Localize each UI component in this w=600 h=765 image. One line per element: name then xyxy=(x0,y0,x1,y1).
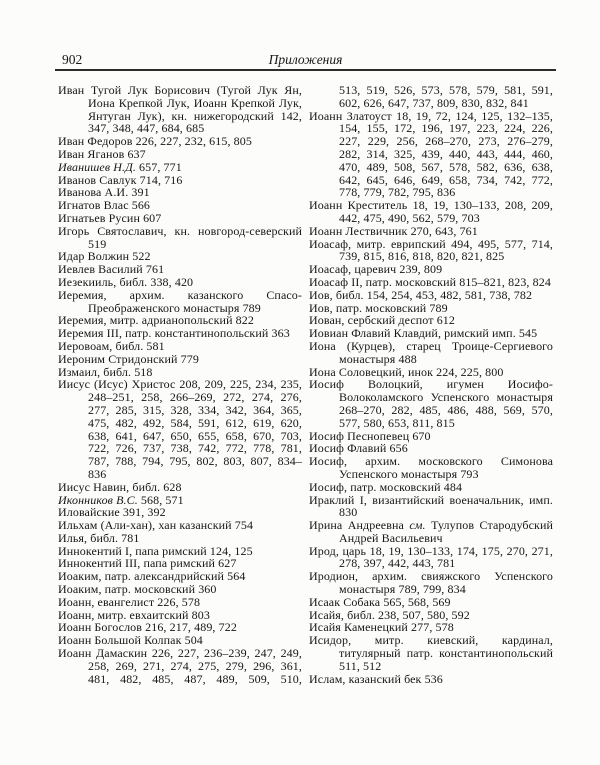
entry-text: Иов, библ. 154, 254, 453, 482, 581, 738, 782 xyxy=(309,287,533,302)
index-entry xyxy=(309,634,553,672)
entry-text: Иовиан Флавий Клавдий, римский имп. 545 xyxy=(309,326,538,341)
entry-text: Ирод, царь 18, 19, 130–133, 174, 175, 270, 271, 278, 397, 442, 443, 781 xyxy=(309,543,553,571)
index-column-left xyxy=(58,84,302,685)
entry-text: Иосиф, архим. московского Симонова Успенского монастыря 793 xyxy=(309,454,553,481)
index-entry xyxy=(58,225,302,251)
header-rule xyxy=(55,69,556,71)
entry-text: Иоасаф II, патр. московский 815–821, 823, 824 xyxy=(309,274,551,289)
entry-text: Иоасаф, митр. еврипский 494, 495, 577, 714, 739, 815, 816, 818, 820, 821, 825 xyxy=(309,236,553,264)
index-entry xyxy=(58,289,302,315)
entry-text: Иванов Савлук 714, 716 xyxy=(58,172,183,187)
index-columns xyxy=(58,84,554,685)
page-number: 902 xyxy=(62,52,83,67)
entry-text: Иеремия, архим. казанского Спасо-Преображенского монастыря 789 xyxy=(58,287,302,315)
entry-text: Исидор, митр. киевский, кардинал, титулярный патр. константинопольский 511, 512 xyxy=(309,633,553,673)
index-entry xyxy=(309,519,553,545)
entry-text: Иван Федоров 226, 227, 232, 615, 805 xyxy=(58,134,252,149)
entry-text: Иоанн Богослов 216, 217, 489, 722 xyxy=(58,620,237,635)
italic-text: Иванишев Н.Д. xyxy=(58,159,136,174)
index-entry xyxy=(309,455,553,481)
index-entry xyxy=(309,673,553,686)
entry-text: Иоанн, митр. евхаитский 803 xyxy=(58,607,210,622)
entry-text: Иоаким, патр. александрийский 564 xyxy=(58,569,246,584)
entry-text: Игнатьев Русин 607 xyxy=(58,210,162,225)
entry-text: Иоасаф, царевич 239, 809 xyxy=(309,262,443,277)
index-entry xyxy=(309,199,553,225)
entry-text: Иован, сербский деспот 612 xyxy=(309,313,455,328)
index-entry xyxy=(309,494,553,520)
italic-text: Иконников В.С. xyxy=(58,492,138,507)
entry-text: Иероним Стридонский 779 xyxy=(58,351,199,366)
entry-text: Иоанн, евангелист 226, 578 xyxy=(58,594,201,609)
entry-text: Илья, библ. 781 xyxy=(58,530,140,545)
index-column-right xyxy=(309,84,553,685)
entry-text: Иосиф, патр. московский 484 xyxy=(309,479,463,494)
entry-text: Иосиф Волоцкий, игумен Иосифо-Волоколамского Успенского монастыря 268–270, 282, 485, 486, 488, 569, 570, 577, 580, 653, 811, 815 xyxy=(309,377,553,430)
entry-text: Ислам, казанский бек 536 xyxy=(309,671,443,686)
entry-text: Тулупов Стародубский Андрей Васильевич xyxy=(339,518,553,545)
entry-text: Идар Волжин 522 xyxy=(58,249,151,264)
entry-text: Иисус Навин, библ. 628 xyxy=(58,479,182,494)
index-entry xyxy=(309,545,553,571)
header-title: Приложения xyxy=(268,52,343,67)
index-entry xyxy=(58,647,302,685)
entry-text: Ильхам (Али-хан), хан казанский 754 xyxy=(58,518,254,533)
entry-text: Игорь Святославич, кн. новгород-северский 519 xyxy=(58,223,302,251)
index-entry xyxy=(309,570,553,596)
entry-text: Исайя, библ. 238, 507, 580, 592 xyxy=(309,607,470,622)
entry-text: Иосиф Флавий 656 xyxy=(309,441,408,456)
entry-text: Иловайские 391, 392 xyxy=(58,505,166,520)
entry-text: Иоанн Дамаскин 226, 227, 236–239, 247, 249, 258, 269, 271, 274, 275, 279, 296, 361, 481, 482, 485, 487, 489, 509, 510, xyxy=(58,646,302,686)
entry-text: Иродион, архим. свияжского Успенского монастыря 789, 799, 834 xyxy=(309,569,553,597)
entry-text: Иоанн Златоуст 18, 19, 72, 124, 125, 132–135, 154, 155, 172, 196, 197, 223, 224, 226, 227, 229, 256, 268–270, 273, 276–279, 282, 314, 325, 439, 440, 443, 444, 460, 470, 489, 508, 567, 578, 582, 636, 638, 642, 645, 646, 649, 658, 734, 742, 772, 778, 779, 782, 795, 836 xyxy=(309,108,553,200)
entry-text: Иеремия III, патр. константинопольский 363 xyxy=(58,326,290,341)
entry-text: Ираклий I, византийский военачальник, имп. 830 xyxy=(309,492,553,520)
entry-text: Иннокентий III, папа римский 627 xyxy=(58,556,237,571)
index-entry xyxy=(309,238,553,264)
index-entry xyxy=(58,84,302,135)
entry-text: Иезекииль, библ. 338, 420 xyxy=(58,274,194,289)
entry-text: Иоаким, патр. московский 360 xyxy=(58,582,217,597)
index-entry xyxy=(309,84,553,110)
entry-text: 657, 771 xyxy=(135,159,182,174)
entry-text: Иоанн Большой Колпак 504 xyxy=(58,633,203,648)
entry-text: 513, 519, 526, 573, 578, 579, 581, 591, 602, 626, 647, 737, 809, 830, 832, 841 xyxy=(339,83,553,110)
index-entry xyxy=(309,340,553,366)
running-head xyxy=(56,51,555,69)
entry-text: Иов, патр. московский 789 xyxy=(309,300,448,315)
index-entry xyxy=(309,378,553,429)
entry-text: Иеровоам, библ. 581 xyxy=(58,338,165,353)
entry-text: Иоанн Лествичник 270, 643, 761 xyxy=(309,223,478,238)
entry-text: Иевлев Василий 761 xyxy=(58,262,165,277)
entry-text: Иеремия, митр. адрианопольский 822 xyxy=(58,313,254,328)
entry-text: Исайя Каменецкий 277, 578 xyxy=(309,620,454,635)
entry-text: Иисус (Исус) Христос 208, 209, 225, 234, 235, 248–251, 258, 266–269, 272, 274, 276, 277, 285, 315, 328, 334, 342, 364, 365, 475, 482, 492, 584, 591, 612, 619, 620, 638, 641, 647, 650, 655, 658, 670, 703, 722, 726, 737, 738, 742, 772, 778, 781, 787, 788, 794, 795, 802, 803, 807, 834–836 xyxy=(58,377,302,481)
entry-text: Иона (Курцев), старец Троице-Сергиевого монастыря 488 xyxy=(309,338,553,366)
entry-text: Иосиф Песнопевец 670 xyxy=(309,428,431,443)
entry-text: Игнатов Влас 566 xyxy=(58,198,151,213)
entry-text: Иннокентий I, папа римский 124, 125 xyxy=(58,543,253,558)
entry-text: Иона Соловецкий, инок 224, 225, 800 xyxy=(309,364,504,379)
italic-text: см. xyxy=(409,518,426,533)
entry-text: Иван Тугой Лук Борисович (Тугой Лук Ян, Иона Крепкой Лук, Иоанн Крепкой Лук, Янтуган Лук), кн. нижегородский 142, 347, 348, 447, 684, 685 xyxy=(58,83,302,136)
entry-text: Измаил, библ. 518 xyxy=(58,364,153,379)
entry-text: Иванова А.И. 391 xyxy=(58,185,150,200)
entry-text: 568, 571 xyxy=(137,492,184,507)
entry-text: Иван Яганов 637 xyxy=(58,146,146,161)
entry-text: Ирина Андреевна xyxy=(309,518,410,533)
entry-text: Иоанн Креститель 18, 19, 130–133, 208, 209, 442, 475, 490, 562, 579, 703 xyxy=(309,198,553,225)
index-entry xyxy=(58,378,302,480)
index-entry xyxy=(309,110,553,200)
entry-text: Исаак Собака 565, 568, 569 xyxy=(309,594,451,609)
